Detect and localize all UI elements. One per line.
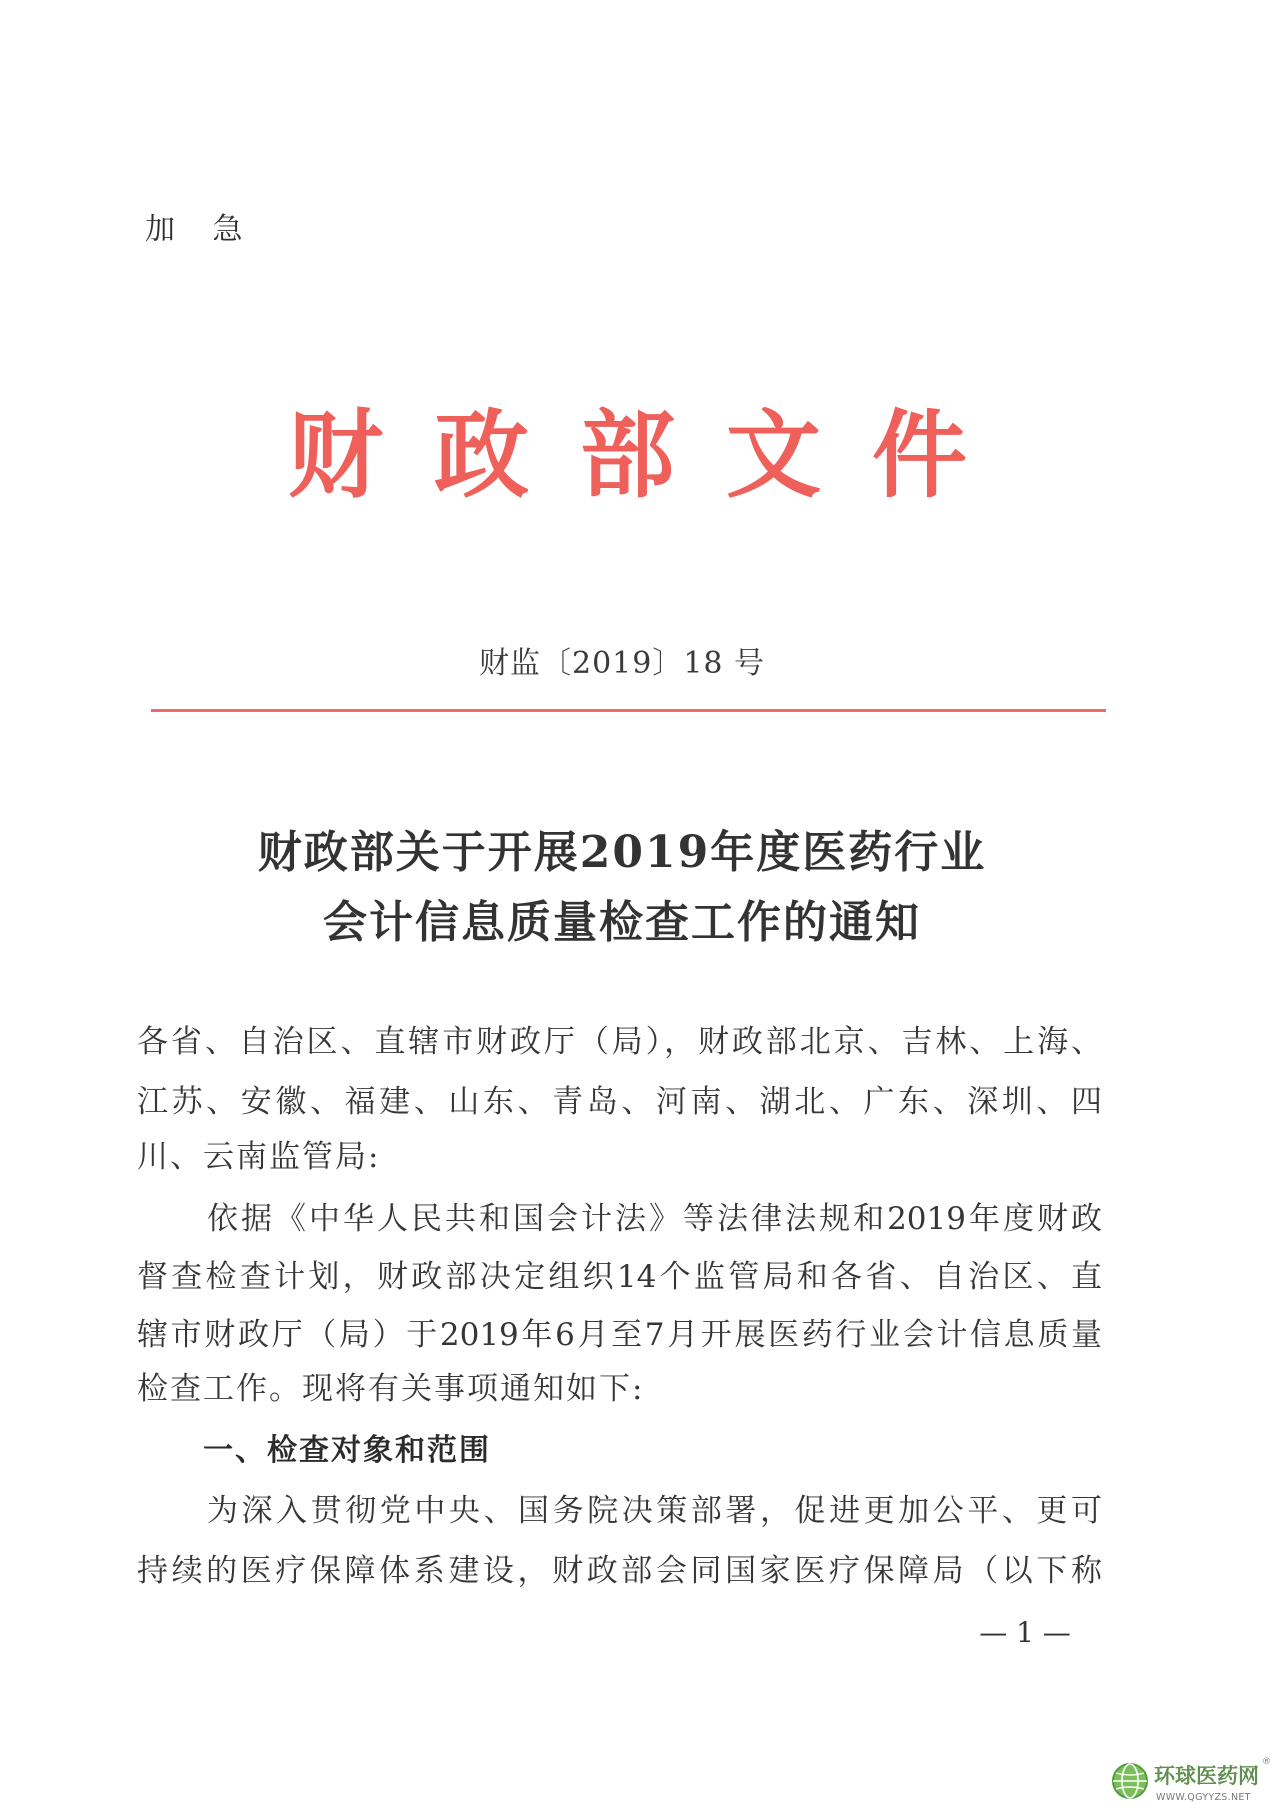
red-divider: [151, 709, 1106, 712]
registered-mark: ®: [1262, 1757, 1271, 1767]
paragraph-line: 持续的医疗保障体系建设，财政部会同国家医疗保障局（以下称: [137, 1553, 1102, 1589]
paragraph-line: 辖市财政厅（局）于2019年6月至7月开展医药行业会计信息质量: [137, 1317, 1102, 1353]
section-heading: 一、检查对象和范围: [203, 1433, 491, 1468]
salutation-line: 江苏、安徽、福建、山东、青岛、河南、湖北、广东、深圳、四: [137, 1084, 1102, 1120]
urgency-mark: 加 急: [145, 212, 257, 247]
document-title-line: 财政部关于开展2019年度医药行业: [257, 827, 987, 878]
watermark-logo-name: 环球医药网: [1154, 1764, 1259, 1788]
paragraph-line: 检查工作。现将有关事项通知如下:: [137, 1371, 645, 1407]
paragraph-line: 督查检查计划，财政部决定组织14个监管局和各省、自治区、直: [137, 1259, 1102, 1295]
paragraph-line: 依据《中华人民共和国会计法》等法律法规和2019年度财政: [207, 1201, 1102, 1237]
document-title-line: 会计信息质量检查工作的通知: [323, 897, 921, 948]
document-number: 财监〔2019〕18 号: [479, 646, 766, 681]
salutation-line: 各省、自治区、直辖市财政厅（局），财政部北京、吉林、上海、: [137, 1024, 1102, 1060]
globe-icon: [1110, 1761, 1150, 1801]
watermark-url: WWW.QGYYZS.NET: [1156, 1792, 1251, 1803]
paragraph-line: 为深入贯彻党中央、国务院决策部署，促进更加公平、更可: [207, 1493, 1102, 1529]
page-number: — 1 —: [979, 1616, 1071, 1649]
issuer-header: 财政部文件: [288, 400, 1019, 511]
salutation-line: 川、云南监管局:: [137, 1139, 381, 1175]
